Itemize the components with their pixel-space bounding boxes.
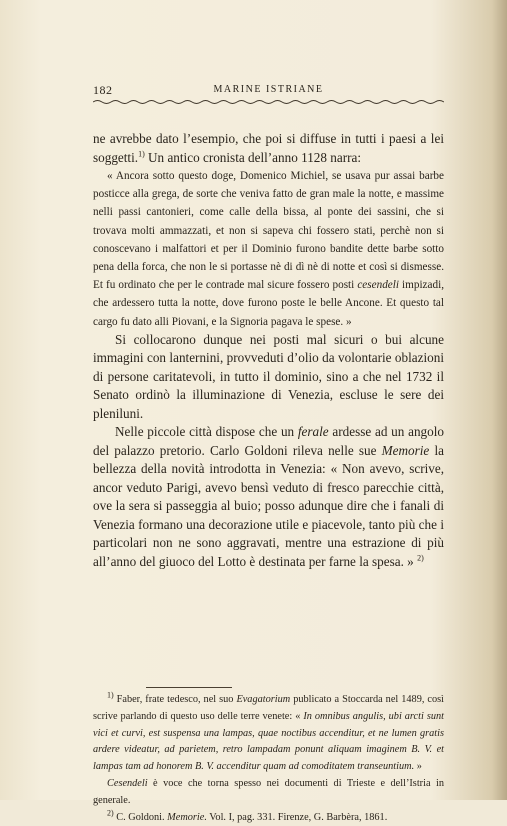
footnote-1-quote-close: » <box>414 761 422 773</box>
chronicle-quote <box>93 167 444 331</box>
footnote-2-citation: Vol. I, pag. 331. Firenze, G. Barbèra, 1861. <box>206 811 388 823</box>
footnote-2-mark: 2) <box>107 808 114 818</box>
paragraph-3 <box>93 423 444 571</box>
footnote-1-mark: 1) <box>107 690 114 700</box>
footnote-1-text-b: publicato a Stoccarda nel 1489, così scrive parlando di questo uso delle terre venete: « <box>93 694 444 722</box>
footnote-2 <box>93 810 444 826</box>
paragraph-3-text-a: Nelle piccole città dispose che un <box>115 424 298 440</box>
paragraph-3-italic-ferale: ferale <box>297 424 329 440</box>
footnote-ref-2: 2) <box>417 553 424 563</box>
paragraph-1-text-b: Un antico cronista dell’anno 1128 narra: <box>144 149 362 165</box>
footnote-1-italic-title: Evagatorium <box>236 694 291 705</box>
footnote-separator <box>146 687 232 688</box>
body-text <box>93 130 444 571</box>
page-number: 182 <box>93 83 113 97</box>
paragraph-3-italic-memorie: Memorie <box>381 442 430 458</box>
footnote-1-continued <box>93 776 444 810</box>
wavy-rule <box>93 99 444 105</box>
footnote-ref-1: 1) <box>138 149 145 159</box>
paragraph-1 <box>93 130 444 167</box>
footnote-2-italic-title: Memorie. <box>164 811 207 823</box>
paragraph-3-text-c: la bellezza della novità introdotta in Venezia: « Non avevo, scrive, ancor veduto Parigi, avevo bensì veduto di fresco parecchie città, ove la sera si passeggia al buio; posso adunque dire che i fanali di Venezia formano una decorazione utile e piacevole, tanto più che i particolari non ne sono aggravati, mentre una estrazione di più all’anno del giuoco del Lotto è destinata per farne la spesa. » <box>93 442 444 569</box>
quote-text-b: impizadi, che ardessero tutta la notte, dove furono poste le belle Ancone. Et questo tal cargo fu dato alli Piovani, e la Signoria pagava le spese. » <box>93 279 444 328</box>
quote-text-a: « Ancora sotto questo doge, Domenico Michiel, se usava pur assai barbe posticce alla grega, de sorte che veniva fatto de gran male la notte, e massime nelli passi cantonieri, come calle della bissa, al ponte dei sassini, che si trovava molti ammazzati, et non si sapeva chi fossero stati, perchè non si conoscevano i malfattori et per il Dominio furono bandite dette barbe sotto pena della forca, che non le si portasse nè di dì nè di notte et così si dismesse. Et fu ordinato che per le contrade mal sicure fossero posti <box>93 170 444 292</box>
paragraph-1-text-a: ne avrebbe dato l’esempio, che poi si diffuse in tutti i paesi a lei soggetti. <box>93 131 444 165</box>
quote-italic-term: cesendeli <box>357 279 399 292</box>
footnote-1-text-a: Faber, frate tedesco, nel suo <box>113 694 237 705</box>
footnote-1 <box>93 692 444 776</box>
footnote-1-text-c: è voce che torna spesso nei documenti di Trieste e dell’Istria in generale. <box>93 777 444 806</box>
paragraph-3-text-b: ardesse ad un angolo del palazzo pretorio. Carlo Goldoni rileva nelle sue <box>93 424 444 458</box>
footnote-1-italic-term: Cesendeli <box>107 777 148 789</box>
paragraph-2: Si collocarono dunque nei posti mal sicuri o bui alcune immagini con lanternini, provveduti d’olio da volontarie oblazioni di persone caritatevoli, in tutto il dominio, sino a che nel 1732 il Senato ordinò la illuminazione di Venezia, escluse le sere dei pleniluni. <box>93 331 444 421</box>
footnote-1-latin-quote: In omnibus angulis, ubi arcti sunt vici et curvi, est suspensa una lampas, quae noctibus accenditur, et ne lumen gratis ardere videatur, ad parietem, retro lampadam ponunt aliquam imaginem B. V. et lampas tam ad honorem B. V. accenditur quam ad comoditatem transeuntium. <box>93 710 444 773</box>
running-head: MARINE ISTRIANE <box>213 84 324 95</box>
footnote-2-author: C. Goldoni. <box>113 811 165 823</box>
footnotes <box>93 692 444 826</box>
page-header <box>93 83 444 97</box>
